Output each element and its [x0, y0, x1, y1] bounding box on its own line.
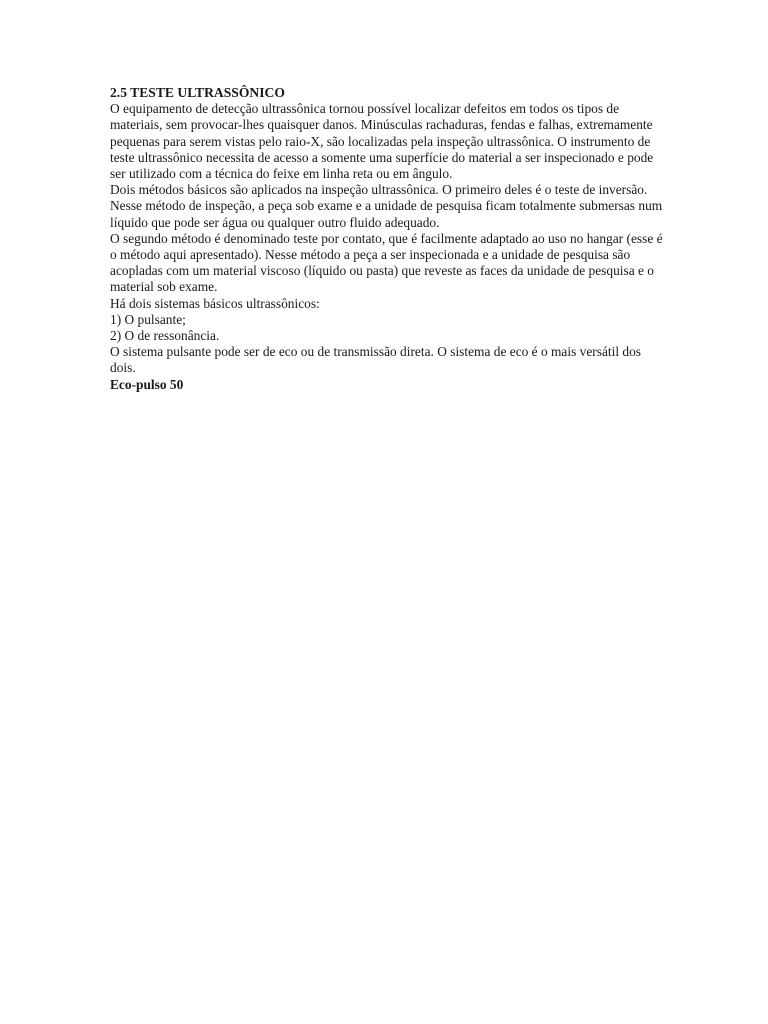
paragraph-systems-intro: Há dois sistemas básicos ultrassônicos:: [110, 295, 320, 311]
paragraph-methods: Dois métodos básicos são aplicados na inspeção ultrassônica. O primeiro deles é o teste de inversão. Nesse método de inspeção, a peça sob exame e a unidade de pesquisa ficam totalmente submersas num líquido que pode ser água ou qualquer outro fluido adequado.: [110, 182, 663, 230]
list-item-ressonancia: 2) O de ressonância.: [110, 328, 220, 344]
paragraph-intro: O equipamento de detecção ultrassônica tornou possível localizar defeitos em todos os tipos de materiais, sem provocar-lhes quaisquer danos. Minúsculas rachaduras, fendas e falhas, extremamente pequenas para serem vistas pelo raio-X, são localizadas pela inspeção ultrassônica. O instrumento de teste ultrassônico necessita de acesso a somente uma superfície do material a ser inspecionado e pode ser utilizado com a técnica do feixe em linha reta ou em ângulo.: [110, 101, 654, 182]
paragraph-contact-test: O segundo método é denominado teste por contato, que é facilmente adaptado ao uso no hangar (esse é o método aqui apresentado). Nesse método a peça a ser inspecionada e a unidade de pesquisa são acopladas com um material viscoso (líquido ou pasta) que reveste as faces da unidade de pesquisa e o material sob exame.: [110, 230, 663, 295]
list-item-pulsante: 1) O pulsante;: [110, 311, 186, 327]
paragraph-pulse-system: O sistema pulsante pode ser de eco ou de transmissão direta. O sistema de eco é o mais versátil dos dois.: [110, 344, 642, 376]
subsection-heading: Eco-pulso 50: [110, 376, 184, 392]
section-heading: 2.5 TESTE ULTRASSÔNICO: [110, 85, 285, 100]
document-page: [110, 85, 670, 393]
